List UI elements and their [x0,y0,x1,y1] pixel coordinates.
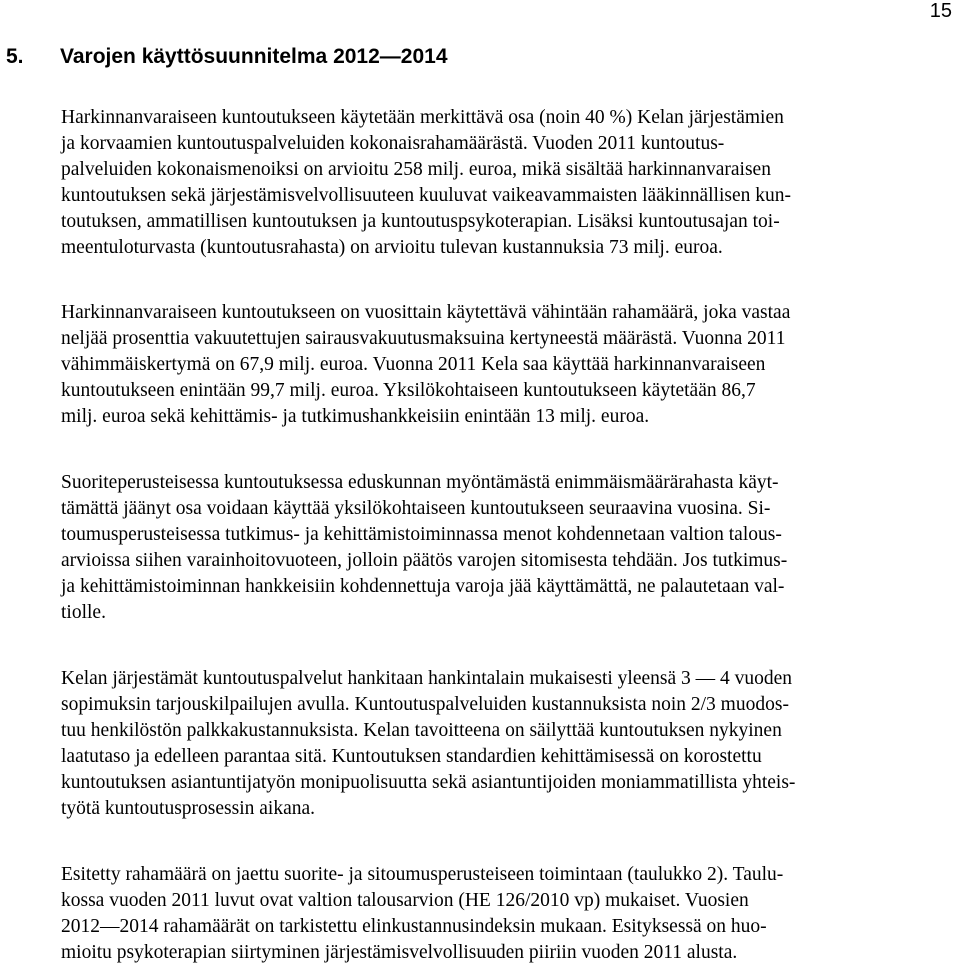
paragraph-line: tämättä jäänyt osa voidaan käyttää yksilökohtaiseen kuntoutukseen seuraavina vuosina. Si- [61,498,771,519]
paragraph-line: työtä kuntoutusprosessin aikana. [61,798,316,819]
paragraph-line: tuu henkilöstön palkkakustannuksista. Kelan tavoitteena on säilyttää kuntoutuksen nykyinen [61,720,782,741]
page-number: 15 [929,0,952,22]
paragraph-line: mioitu psykoterapian siirtyminen järjestämisvelvollisuuden piiriin vuoden 2011 alusta. [61,942,738,963]
paragraph-line: kossa vuoden 2011 luvut ovat valtion talousarvion (HE 126/2010 vp) mukaiset. Vuosien [61,890,749,911]
section-number: 5. [6,45,24,68]
paragraph-line: meentuloturvasta (kuntoutusrahasta) on arvioitu tulevan kustannuksia 73 milj. euroa. [61,237,723,258]
paragraph-line: toutuksen, ammatillisen kuntoutuksen ja kuntoutuspsykoterapian. Lisäksi kuntoutusajan toi- [61,211,780,232]
paragraph-line: kuntoutuksen asiantuntijatyön monipuolisuutta sekä asiantuntijoiden moniammatillista yhteis- [61,772,796,793]
paragraph-line: laatutaso ja edelleen parantaa sitä. Kuntoutuksen standardien kehittämisessä on korostettu [61,746,762,767]
paragraph-line: tiolle. [61,602,106,623]
paragraph-line: Esitetty rahamäärä on jaettu suorite- ja sitoumusperusteiseen toimintaan (taulukko 2). Taulu- [61,864,784,885]
section-heading [6,45,448,69]
paragraph-line: ja kehittämistoiminnan hankkeisiin kohdennettuja varoja jää käyttämättä, ne palautetaan val- [61,576,785,597]
paragraph-line: palveluiden kokonaismenoiksi on arvioitu 258 milj. euroa, mikä sisältää harkinnanvaraisen [61,159,771,180]
paragraph-line: Kelan järjestämät kuntoutuspalvelut hankitaan hankintalain mukaisesti yleensä 3 — 4 vuoden [61,668,793,689]
paragraph-line: Harkinnanvaraiseen kuntoutukseen käytetään merkittävä osa (noin 40 %) Kelan järjestämien [61,107,784,128]
paragraph-line: milj. euroa sekä kehittämis- ja tutkimushankkeisiin enintään 13 milj. euroa. [61,406,650,427]
paragraph-line: vähimmäiskertymä on 67,9 milj. euroa. Vuonna 2011 Kela saa käyttää harkinnanvaraiseen [61,354,766,375]
paragraph-line: ja korvaamien kuntoutuspalveluiden kokonaisrahamäärästä. Vuoden 2011 kuntoutus- [61,133,725,154]
paragraph-line: arvioissa siihen varainhoitovuoteen, jolloin päätös varojen sitomisesta tehdään. Jos tutkimus- [61,550,788,571]
paragraph-line: Harkinnanvaraiseen kuntoutukseen on vuosittain käytettävä vähintään rahamäärä, joka vastaa [61,302,791,323]
paragraph-line: Suoriteperusteisessa kuntoutuksessa eduskunnan myöntämästä enimmäismäärärahasta käyt- [61,472,779,493]
section-title: Varojen käyttösuunnitelma 2012—2014 [60,45,448,68]
paragraph-line: kuntoutuksen sekä järjestämisvelvollisuuteen kuuluvat vaikeavammaisten lääkinnällisen kun- [61,185,791,206]
paragraph-line: neljää prosenttia vakuutettujen sairausvakuutusmaksuina kertyneestä määrästä. Vuonna 2011 [61,328,786,349]
paragraph-line: 2012—2014 rahamäärät on tarkistettu elinkustannusindeksin mukaan. Esityksessä on huo- [61,916,767,937]
paragraph-line: sopimuksin tarjouskilpailujen avulla. Kuntoutuspalveluiden kustannuksista noin 2/3 muodos- [61,694,789,715]
paragraph-line: toumusperusteisessa tutkimus- ja kehittämistoiminnassa menot kohdennetaan valtion talous- [61,524,782,545]
paragraph-line: kuntoutukseen enintään 99,7 milj. euroa. Yksilökohtaiseen kuntoutukseen käytetään 86,7 [61,380,756,401]
